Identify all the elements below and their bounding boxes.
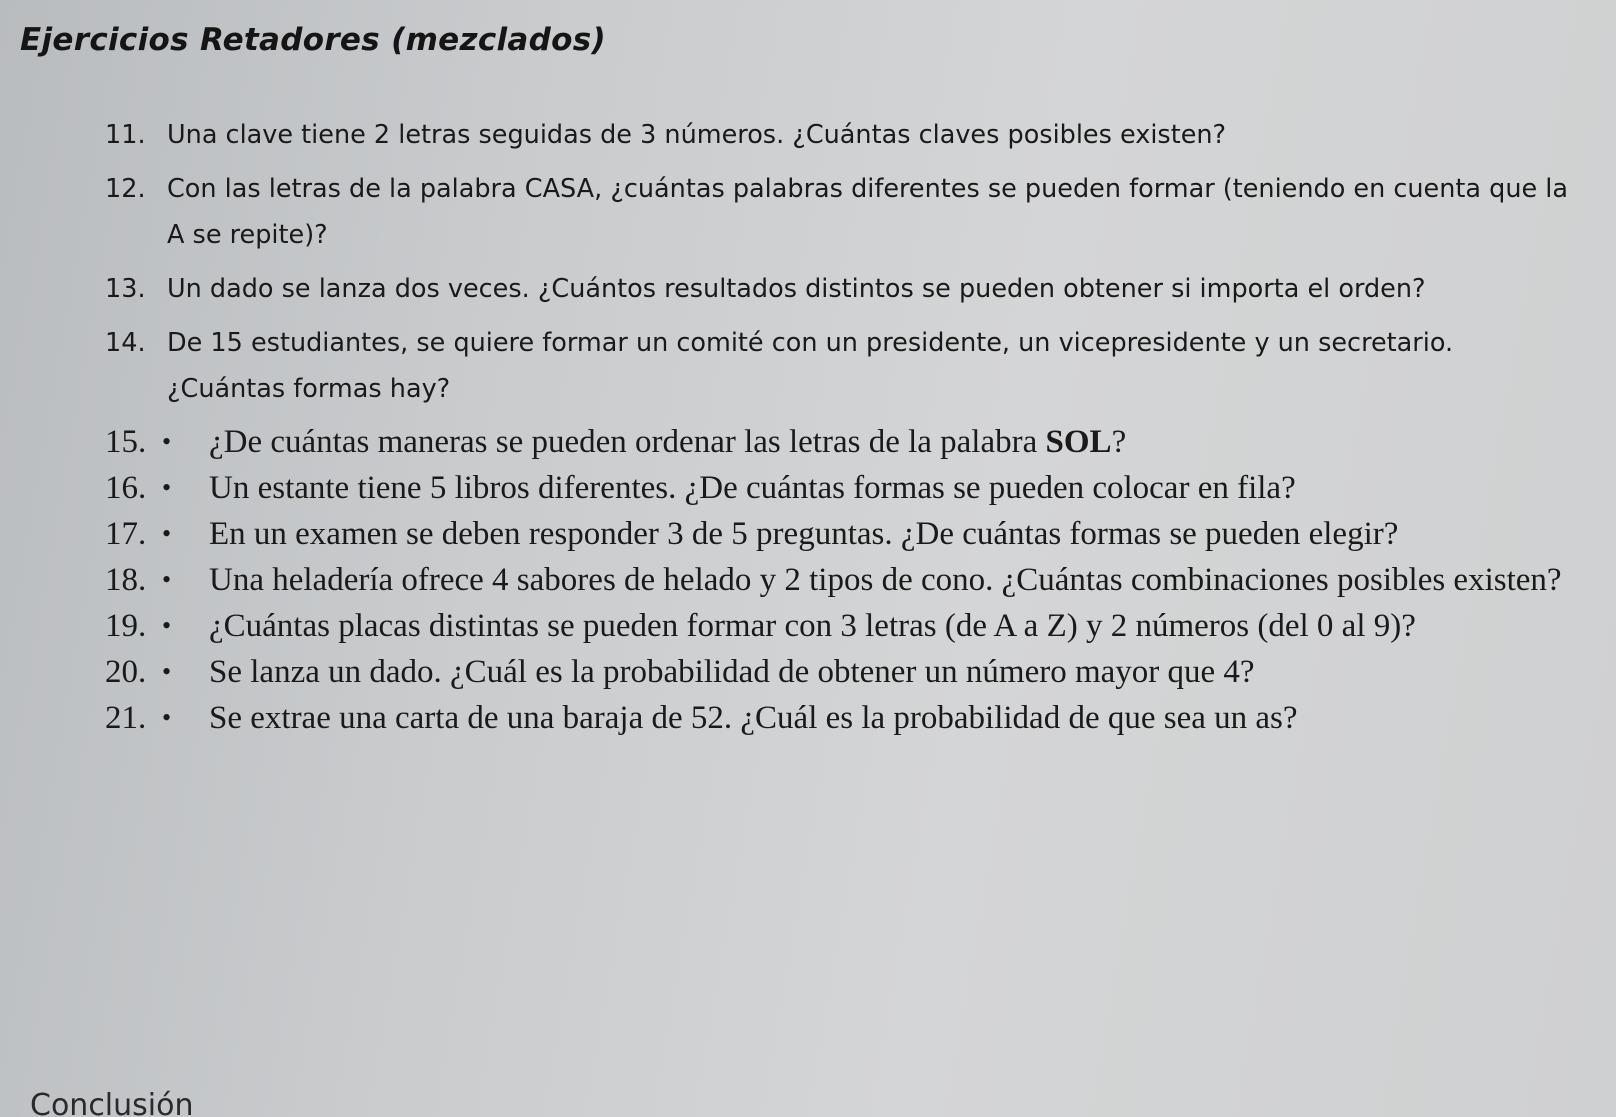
question-text-part: ?	[1111, 424, 1127, 460]
question-number: 18.	[105, 562, 147, 598]
question-text: Un dado se lanza dos veces. ¿Cuántos resultados distintos se pueden obtener si importa el orden?	[167, 274, 1426, 304]
question-12	[105, 166, 1575, 258]
bullet-icon: •	[162, 427, 172, 456]
question-17	[105, 512, 1575, 556]
question-text: Se extrae una carta de una baraja de 52. ¿Cuál es la probabilidad de que sea un as?	[209, 700, 1298, 736]
cut-off-heading: Conclusión	[30, 1088, 194, 1117]
question-keyword: SOL	[1045, 424, 1112, 460]
question-number: 12.	[105, 174, 146, 204]
bullet-icon: •	[162, 611, 172, 640]
question-number: 15.	[105, 424, 147, 460]
bullet-icon: •	[162, 703, 172, 732]
question-number: 14.	[105, 328, 146, 358]
question-15	[105, 420, 1575, 464]
question-text: ¿Cuántas placas distintas se pueden formar con 3 letras (de A a Z) y 2 números (del 0 al 9)?	[209, 608, 1416, 644]
question-18	[105, 558, 1575, 602]
question-text: Una clave tiene 2 letras seguidas de 3 números. ¿Cuántas claves posibles existen?	[167, 120, 1227, 150]
question-11	[105, 112, 1575, 158]
question-number: 13.	[105, 274, 146, 304]
question-number: 17.	[105, 516, 147, 552]
question-text: Con las letras de la palabra CASA, ¿cuántas palabras diferentes se pueden formar (teniendo en cuenta que la A se repite)?	[167, 174, 1568, 250]
question-list	[105, 112, 1575, 742]
question-16	[105, 466, 1575, 510]
question-text: Una heladería ofrece 4 sabores de helado y 2 tipos de cono. ¿Cuántas combinaciones posibles existen?	[209, 562, 1562, 598]
bullet-icon: •	[162, 565, 172, 594]
bullet-icon: •	[162, 473, 172, 502]
question-number: 21.	[105, 700, 147, 736]
question-text: En un examen se deben responder 3 de 5 preguntas. ¿De cuántas formas se pueden elegir?	[209, 516, 1399, 552]
question-text-part: ¿De cuántas maneras se pueden ordenar las letras de la palabra	[209, 424, 1046, 460]
question-text: De 15 estudiantes, se quiere formar un comité con un presidente, un vicepresidente y un secretario. ¿Cuántas formas hay?	[167, 328, 1454, 404]
question-21	[105, 696, 1575, 740]
question-14	[105, 320, 1575, 412]
question-text: Se lanza un dado. ¿Cuál es la probabilidad de obtener un número mayor que 4?	[209, 654, 1255, 690]
question-number: 16.	[105, 470, 147, 506]
question-20	[105, 650, 1575, 694]
worksheet-title: Ejercicios Retadores (mezclados)	[20, 22, 606, 58]
bullet-icon: •	[162, 657, 172, 686]
question-number: 19.	[105, 608, 147, 644]
question-text: Un estante tiene 5 libros diferentes. ¿De cuántas formas se pueden colocar en fila?	[209, 470, 1296, 506]
bullet-icon: •	[162, 519, 172, 548]
question-number: 20.	[105, 654, 147, 690]
question-number: 11.	[105, 120, 146, 150]
question-13	[105, 266, 1575, 312]
question-text	[209, 420, 1575, 464]
question-19	[105, 604, 1575, 648]
